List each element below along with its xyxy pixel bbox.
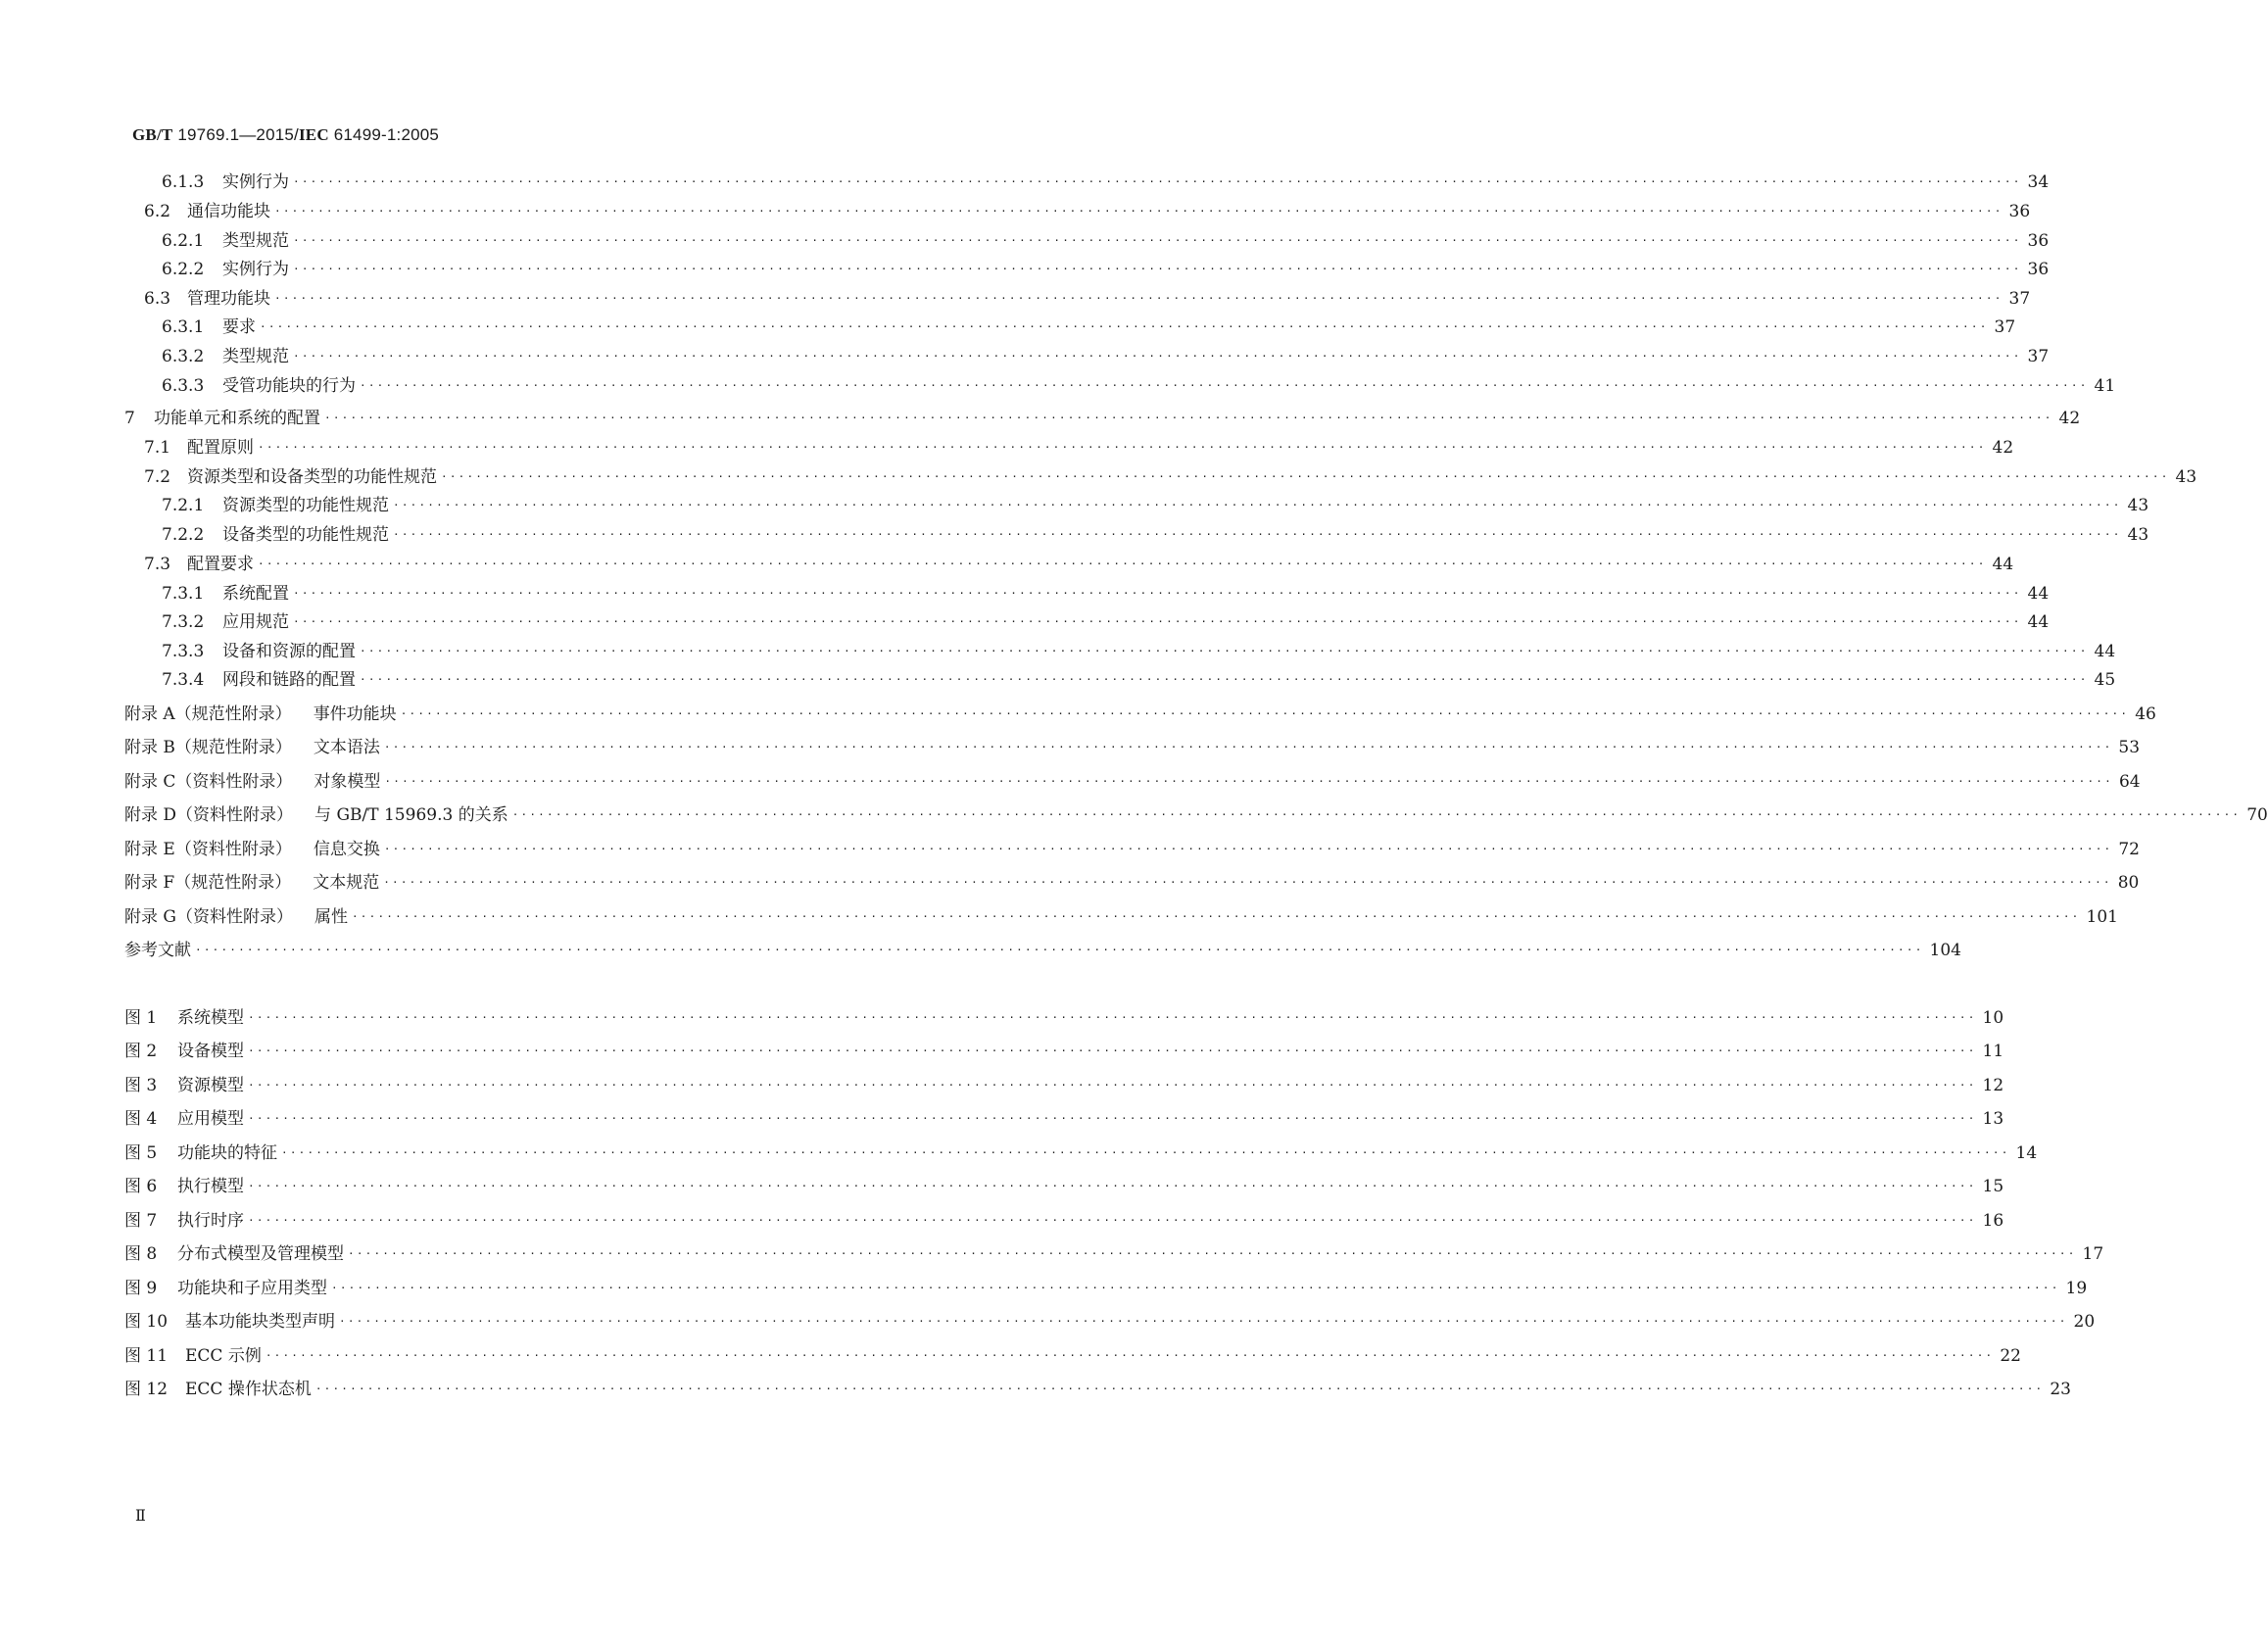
toc-entry-number: 附录 C（资料性附录） <box>124 772 293 792</box>
toc-entry[interactable] <box>162 226 2050 251</box>
toc-entry[interactable] <box>124 868 2140 893</box>
toc-entry-title: 通信功能块 <box>187 202 270 221</box>
toc-entry-page: 44 <box>1992 555 2014 574</box>
toc-entry-title: 文本语法 <box>313 738 380 757</box>
toc-entry-number: 7.3.3 <box>162 642 205 661</box>
toc-entry-number: 图 2 <box>124 1042 158 1061</box>
dot-leader: ········································································································································································································ <box>274 292 2003 305</box>
toc-entry[interactable] <box>144 462 2197 487</box>
toc-entry-page: 42 <box>1992 438 2014 458</box>
toc-entry-number: 图 1 <box>124 1008 158 1028</box>
toc-entry[interactable] <box>124 1172 2004 1196</box>
toc-entry[interactable] <box>124 1104 2004 1129</box>
toc-entry-page: 43 <box>2127 496 2149 515</box>
toc-entry[interactable] <box>124 1037 2004 1061</box>
toc-entry-number: 附录 A（规范性附录） <box>124 704 292 724</box>
dot-leader: ········································································································································································································ <box>393 499 2122 511</box>
toc-entry-number: 附录 F（规范性附录） <box>124 873 292 893</box>
toc-entry[interactable] <box>124 1274 2088 1298</box>
toc-entry-number: 6.3 <box>144 289 171 309</box>
dot-leader: ········································································································································································································ <box>384 775 2113 788</box>
dot-leader: ········································································································································································································ <box>248 1079 1977 1092</box>
toc-entry[interactable] <box>162 520 2149 545</box>
dot-leader: ········································································································································································································ <box>293 263 2022 275</box>
toc-entry-title: 实例行为 <box>222 260 289 279</box>
toc-entry[interactable] <box>162 313 2016 337</box>
toc-entry[interactable] <box>162 168 2050 192</box>
toc-entry-number: 7.3.1 <box>162 584 205 604</box>
toc-entry-title: 系统模型 <box>177 1008 244 1028</box>
toc-entry-page: 22 <box>2000 1346 2021 1366</box>
dot-leader: ········································································································································································································ <box>258 441 1987 454</box>
toc-entry-page: 16 <box>1982 1211 2004 1231</box>
toc-entry-title: 管理功能块 <box>187 289 270 309</box>
dot-leader: ········································································································································································································ <box>260 320 1989 333</box>
toc-entry[interactable] <box>124 767 2141 792</box>
toc-entry-number: 6.2.2 <box>162 260 205 279</box>
toc-entry[interactable] <box>124 936 1961 960</box>
toc-entry-page: 80 <box>2117 873 2140 893</box>
toc-entry-page: 36 <box>2027 260 2050 279</box>
dot-leader: ········································································································································································································ <box>360 379 2089 392</box>
toc-entry-page: 37 <box>1994 317 2016 337</box>
dot-leader: ········································································································································································································ <box>441 470 2170 483</box>
toc-entry-page: 72 <box>2118 840 2140 859</box>
toc-entry-title: 设备和资源的配置 <box>222 642 356 661</box>
dot-leader: ········································································································································································································ <box>248 1011 1977 1024</box>
toc-entry[interactable] <box>124 1239 2104 1264</box>
dot-leader: ········································································································································································································ <box>331 1282 2060 1294</box>
dot-leader: ········································································································································································································ <box>265 1349 1995 1362</box>
toc-entry-number: 7.3.4 <box>162 670 205 690</box>
toc-entry-page: 13 <box>1982 1109 2004 1129</box>
toc-entry-title: 要求 <box>222 317 256 337</box>
dot-leader: ········································································································································································································ <box>293 350 2022 363</box>
toc-entry-title: 类型规范 <box>222 347 289 366</box>
toc-entry-number: 附录 D（资料性附录） <box>124 805 294 825</box>
toc-entry-number: 附录 E（资料性附录） <box>124 840 292 859</box>
toc-entry-page: 15 <box>1982 1177 2004 1196</box>
toc-entry-page: 14 <box>2015 1143 2038 1163</box>
toc-entry-page: 70 <box>2246 805 2268 825</box>
toc-entry[interactable] <box>144 550 2014 574</box>
toc-entry-page: 46 <box>2135 704 2156 724</box>
toc-entry-title: 执行时序 <box>177 1211 244 1231</box>
toc-entry-title: 配置要求 <box>187 555 254 574</box>
toc-entry-number: 6.3.2 <box>162 347 205 366</box>
toc-entry-title: 参考文献 <box>124 941 191 960</box>
toc-entry-page: 101 <box>2086 907 2118 927</box>
toc-entry-title: 事件功能块 <box>313 704 397 724</box>
toc-entry[interactable] <box>124 801 2268 825</box>
toc-entry[interactable] <box>162 255 2050 279</box>
toc-entry-title: 属性 <box>314 907 348 927</box>
dot-leader: ········································································································································································································ <box>314 1383 2045 1395</box>
toc-entry-page: 36 <box>2027 231 2050 251</box>
toc-entry-number: 图 11 <box>124 1346 169 1366</box>
toc-entry-number: 附录 G（资料性附录） <box>124 907 293 927</box>
toc-entry-title: 分布式模型及管理模型 <box>177 1244 344 1264</box>
dot-leader: ········································································································································································································ <box>281 1146 2010 1159</box>
toc-entry[interactable] <box>162 491 2149 515</box>
toc-entry-page: 104 <box>1929 941 1961 960</box>
toc-entry[interactable] <box>124 1206 2004 1231</box>
toc-entry-number: 7.2 <box>144 467 171 487</box>
dot-leader: ········································································································································································································ <box>351 910 2081 923</box>
toc-entry-number: 6.2.1 <box>162 231 205 251</box>
dot-leader: ········································································································································································································ <box>383 741 2113 753</box>
dot-leader: ········································································································································································································ <box>248 1112 1977 1125</box>
toc-entry[interactable] <box>144 197 2031 221</box>
toc-entry-title: 与 GB/T 15969.3 的关系 <box>314 805 508 825</box>
toc-entry-page: 17 <box>2082 1244 2104 1264</box>
dot-leader: ········································································································································································································ <box>324 412 2053 424</box>
toc-entry[interactable] <box>124 700 2156 724</box>
dot-leader: ········································································································································································································ <box>360 673 2089 686</box>
dot-leader: ········································································································································································································ <box>293 587 2022 600</box>
toc-entry[interactable] <box>124 1375 2071 1399</box>
dot-leader: ········································································································································································································ <box>248 1044 1977 1057</box>
toc-entry-number: 图 9 <box>124 1279 158 1298</box>
toc-entry-title: ECC 示例 <box>185 1346 262 1366</box>
toc-entry-number: 图 4 <box>124 1109 158 1129</box>
toc-entry-page: 44 <box>2027 584 2050 604</box>
toc-entry-page: 10 <box>1982 1008 2004 1028</box>
toc-entry-title: 设备类型的功能性规范 <box>222 525 389 545</box>
dot-leader: ········································································································································································································ <box>274 205 2003 218</box>
dot-leader: ········································································································································································································ <box>393 528 2122 541</box>
toc-entry-number: 7.1 <box>144 438 171 458</box>
toc-entry-page: 42 <box>2058 409 2081 428</box>
toc-entry-number: 图 6 <box>124 1177 158 1196</box>
toc-entry[interactable] <box>144 433 2014 458</box>
toc-entry-title: 文本规范 <box>313 873 380 893</box>
toc-entry[interactable] <box>144 284 2031 309</box>
toc-entry-title: 配置原则 <box>187 438 254 458</box>
toc-entry-page: 23 <box>2050 1380 2071 1399</box>
toc-entry-number: 6.1.3 <box>162 172 205 192</box>
toc-entry-title: 受管功能块的行为 <box>222 376 356 396</box>
header-iec: IEC <box>298 125 329 144</box>
dot-leader: ········································································································································································································ <box>383 876 2112 889</box>
toc-entry[interactable] <box>124 1341 2021 1366</box>
dot-leader: ········································································································································································································ <box>360 645 2089 657</box>
toc-entry-title: 应用模型 <box>177 1109 244 1129</box>
toc-entry-title: 类型规范 <box>222 231 289 251</box>
toc-entry-title: 资源模型 <box>177 1076 244 1095</box>
toc-entry-number: 图 8 <box>124 1244 158 1264</box>
toc-entry-title: 对象模型 <box>314 772 381 792</box>
toc-entry-page: 44 <box>2094 642 2116 661</box>
dot-leader: ········································································································································································································ <box>293 175 2022 188</box>
toc-entry[interactable] <box>124 902 2118 927</box>
toc-entry-page: 44 <box>2027 612 2050 632</box>
toc-entry-title: 资源类型和设备类型的功能性规范 <box>187 467 437 487</box>
dot-leader: ········································································································································································································ <box>258 558 1987 570</box>
toc-entry-number: 附录 B（规范性附录） <box>124 738 292 757</box>
toc-entry-page: 37 <box>2027 347 2050 366</box>
toc-entry-title: 实例行为 <box>222 172 289 192</box>
toc-entry-title: 执行模型 <box>177 1177 244 1196</box>
toc-entry-page: 20 <box>2073 1312 2096 1332</box>
toc-entry-page: 37 <box>2008 289 2031 309</box>
page-number: Ⅱ <box>135 1506 146 1525</box>
toc-entry[interactable] <box>162 637 2116 661</box>
toc-entry-page: 64 <box>2118 772 2141 792</box>
dot-leader: ········································································································································································································ <box>248 1214 1977 1227</box>
toc-entry[interactable] <box>124 835 2140 859</box>
toc-entry-title: 应用规范 <box>222 612 289 632</box>
document-header <box>132 125 439 145</box>
toc-entry-number: 图 7 <box>124 1211 158 1231</box>
toc-entry[interactable] <box>162 371 2116 396</box>
toc-entry-number: 6.3.3 <box>162 376 205 396</box>
toc-entry-page: 36 <box>2008 202 2031 221</box>
toc-entry-page: 34 <box>2027 172 2050 192</box>
toc-entry-number: 图 5 <box>124 1143 158 1163</box>
toc-entry[interactable] <box>124 733 2141 757</box>
dot-leader: ········································································································································································································ <box>348 1247 2077 1260</box>
toc-entry-page: 43 <box>2127 525 2149 545</box>
toc-entry-title: 功能块和子应用类型 <box>177 1279 327 1298</box>
toc-entry-number: 图 3 <box>124 1076 158 1095</box>
toc-entry-page: 19 <box>2065 1279 2088 1298</box>
toc-entry-page: 11 <box>1982 1042 2004 1061</box>
toc-entry-title: 功能单元和系统的配置 <box>154 409 320 428</box>
toc-entry-title: 信息交换 <box>313 840 380 859</box>
toc-entry-title: ECC 操作状态机 <box>185 1380 312 1399</box>
toc-entry-number: 7.2.1 <box>162 496 205 515</box>
toc-entry[interactable] <box>124 1003 2004 1028</box>
toc-entry-page: 12 <box>1982 1076 2004 1095</box>
toc-entry-number: 7.3 <box>144 555 171 574</box>
toc-entry-title: 系统配置 <box>222 584 289 604</box>
toc-entry-number: 图 12 <box>124 1380 169 1399</box>
dot-leader: ········································································································································································································ <box>511 808 2242 821</box>
header-code: 19769.1—2015/ <box>177 125 299 144</box>
dot-leader: ········································································································································································································ <box>293 234 2022 247</box>
toc-entry[interactable] <box>162 579 2050 604</box>
toc-entry-number: 7.2.2 <box>162 525 205 545</box>
toc-entry[interactable] <box>124 404 2081 428</box>
dot-leader: ········································································································································································································ <box>383 843 2113 855</box>
toc-entry-number: 7.3.2 <box>162 612 205 632</box>
toc-entry-title: 资源类型的功能性规范 <box>222 496 389 515</box>
toc-entry-page: 41 <box>2094 376 2116 396</box>
header-prefix: GB/T <box>132 125 173 144</box>
toc-entry[interactable] <box>124 1139 2038 1163</box>
toc-entry-number: 6.3.1 <box>162 317 205 337</box>
toc-entry[interactable] <box>124 1071 2004 1095</box>
toc-entry-number: 图 10 <box>124 1312 169 1332</box>
toc-entry[interactable] <box>162 342 2050 366</box>
dot-leader: ········································································································································································································ <box>248 1180 1977 1192</box>
toc-entry-title: 网段和链路的配置 <box>222 670 356 690</box>
header-iec-code: 61499-1:2005 <box>333 125 440 144</box>
dot-leader: ········································································································································································································ <box>339 1315 2068 1328</box>
toc-entry-page: 45 <box>2094 670 2116 690</box>
dot-leader: ········································································································································································································ <box>293 615 2022 628</box>
dot-leader: ········································································································································································································ <box>400 707 2130 720</box>
toc-entry-title: 设备模型 <box>177 1042 244 1061</box>
toc-entry-title: 基本功能块类型声明 <box>185 1312 335 1332</box>
toc-entry-number: 6.2 <box>144 202 171 221</box>
toc-entry[interactable] <box>162 607 2050 632</box>
dot-leader: ········································································································································································································ <box>195 944 1924 956</box>
toc-entry[interactable] <box>162 665 2116 690</box>
toc-entry-number: 7 <box>124 409 135 428</box>
toc-entry-page: 43 <box>2175 467 2197 487</box>
toc-entry[interactable] <box>124 1307 2096 1332</box>
toc-entry-page: 53 <box>2118 738 2141 757</box>
toc-entry-title: 功能块的特征 <box>177 1143 277 1163</box>
